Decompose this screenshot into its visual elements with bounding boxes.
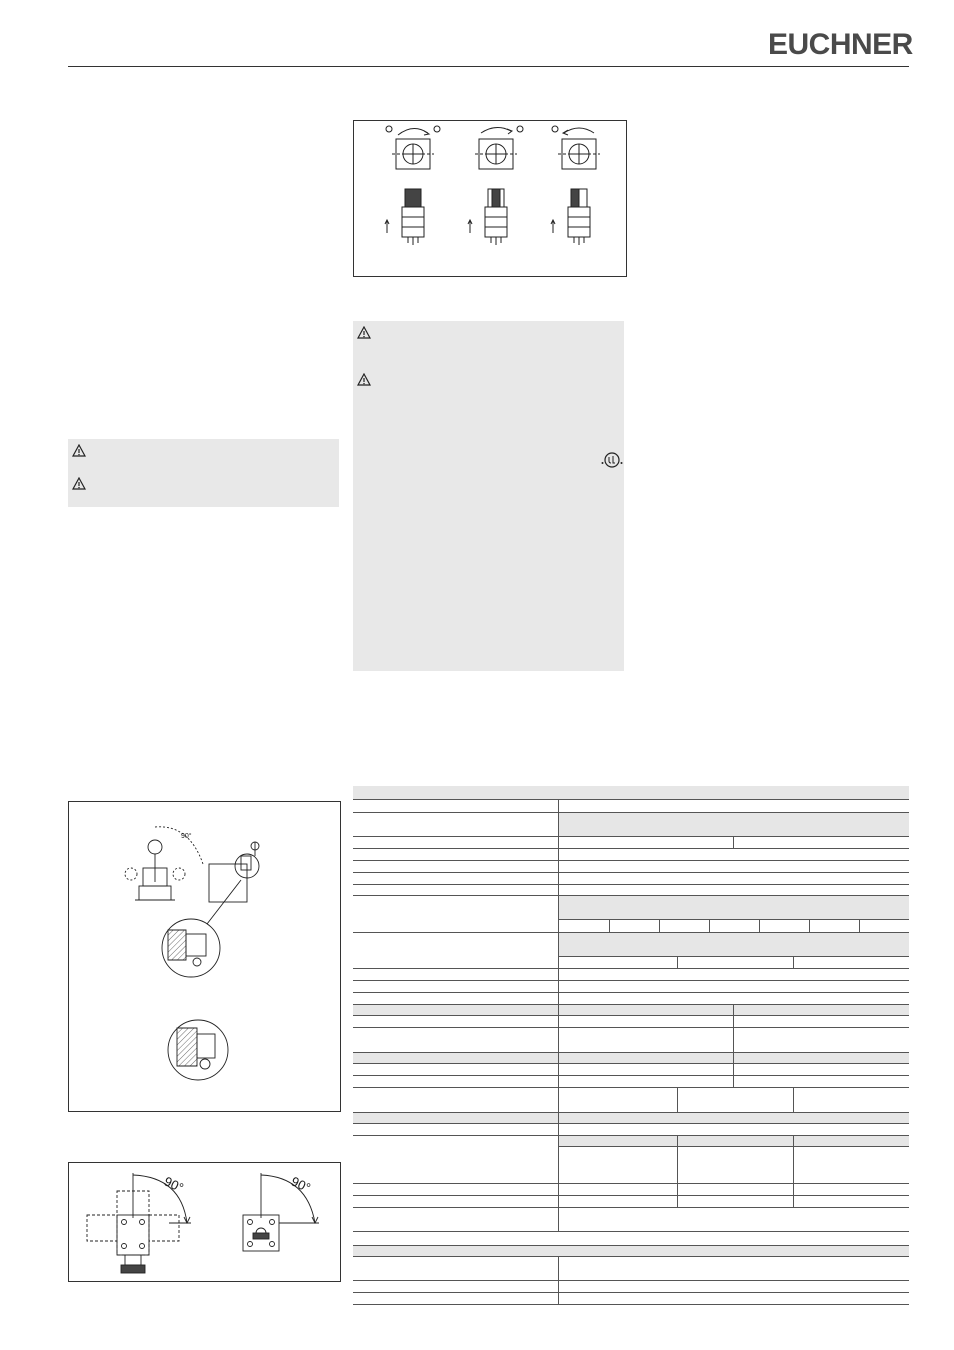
table-section-band [353,1052,909,1063]
technical-data-table [353,786,909,1305]
warning-icon [72,444,86,457]
lever-adjust-diagram [69,802,340,1111]
rotation-step-3 [551,126,600,245]
euchner-logo: EUCHNER [768,28,913,61]
rotation-step-2 [468,126,523,245]
rotation-diagram [354,121,626,276]
warning-icon [357,373,371,386]
table-section-band [353,1004,909,1015]
angle-label-right: 90° [288,1173,313,1196]
warning-icon [357,326,371,339]
ul-mark-icon [600,451,624,469]
angle-positions-figure [68,1162,341,1282]
angle-label-left: 90° [161,1173,186,1196]
lever-adjust-figure [68,801,341,1112]
header-rule [68,66,909,67]
table-section-band [353,1112,909,1123]
table-row-band [558,812,909,836]
table-header-band [353,786,909,799]
table-section-band [353,1245,909,1256]
table-subheader-band [558,1135,909,1146]
svg-text:90°: 90° [181,833,192,840]
rotation-figure [353,120,627,277]
rotation-step-1 [385,126,440,245]
table-row-band [558,932,909,956]
warning-panel-left [68,439,339,507]
table-row-band [558,895,909,919]
warning-icon [72,477,86,490]
warning-panel-right [353,321,624,671]
